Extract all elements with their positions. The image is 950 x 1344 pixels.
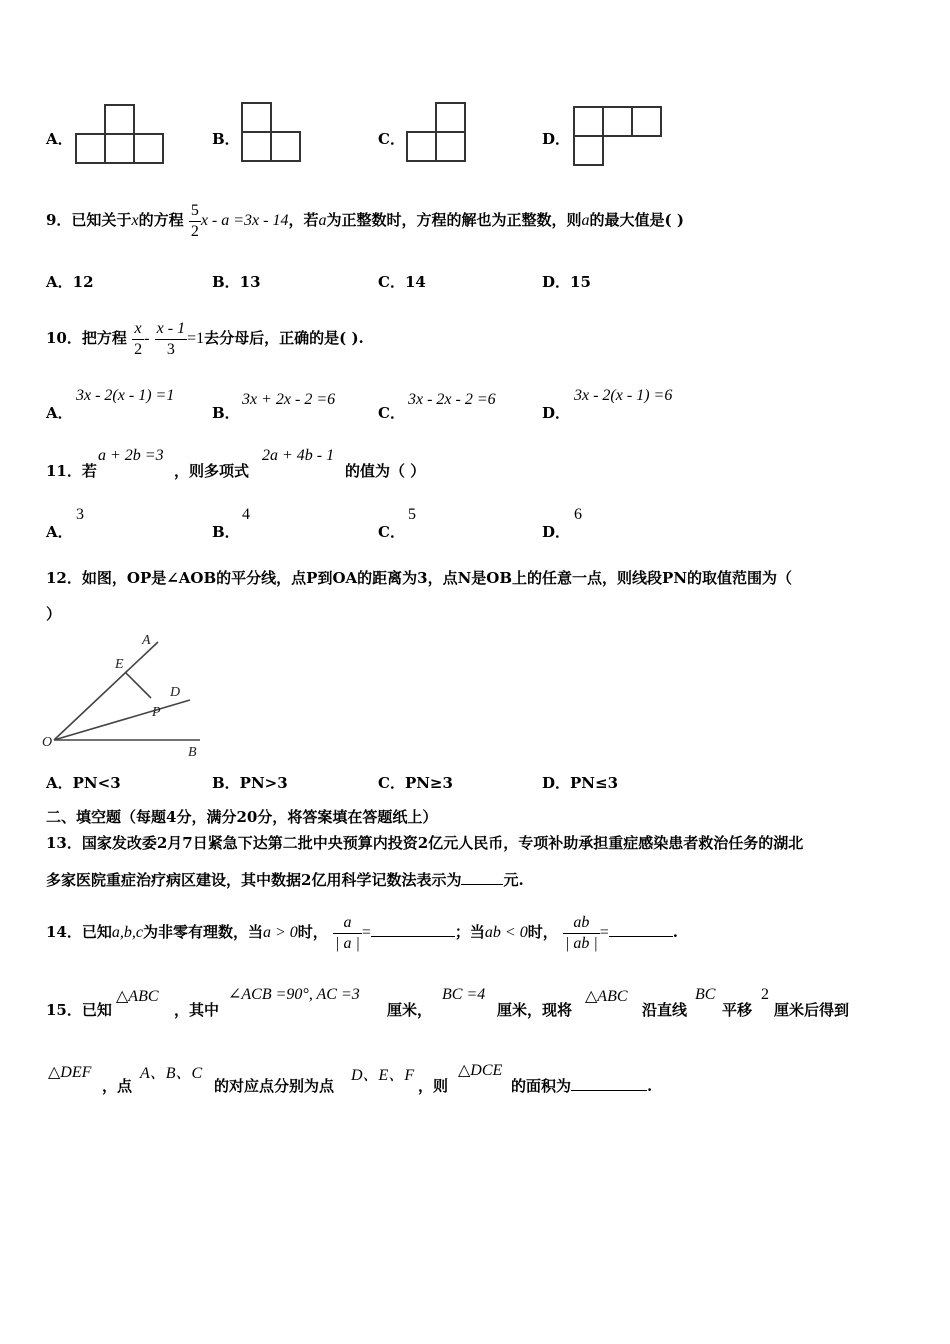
q10-option-d-expr: 3x - 2(x - 1) =6 [574, 387, 673, 404]
figure-label-o: O [42, 735, 53, 750]
q11-option-d-value: 6 [574, 506, 582, 523]
q13-text-line-1: 13．国家发改委2月7日紧急下达第二批中央预算内投资2亿元人民币，专项补助承担重症感染患者救治任务的湖北 [46, 834, 804, 852]
q15-triangle-abc-2: △ABC [585, 988, 628, 1005]
q10-option-c-expr: 3x - 2x - 2 =6 [408, 391, 496, 408]
q8-option-c-figure [405, 102, 469, 164]
q14-fraction-1: $\frac{a}{| a |}$ [335, 913, 360, 952]
q9-option-a: A．12 [46, 273, 94, 291]
q14-fraction-2: $\frac{ab}{| ab |}$ [564, 913, 598, 952]
q15-mid-2: 沿直线 [642, 1001, 688, 1019]
q15-tail-1: 厘米后得到 [774, 1001, 850, 1019]
q8-option-b-figure [240, 102, 304, 164]
q10-option-d-label: D． [542, 404, 571, 422]
q10-option-b-label: B． [212, 404, 240, 422]
q15-lead: 15．已知 [46, 1001, 112, 1019]
q11-option-c-label: C． [378, 523, 405, 541]
q14-answer-blank-2[interactable] [609, 936, 673, 937]
q13-answer-blank[interactable] [461, 884, 503, 885]
q9-fraction: $\frac{5}{2}$ [190, 201, 199, 240]
q10-fraction-2: $\frac{x - 1}{3}$ [156, 319, 186, 358]
q11-condition: a + 2b =3 [98, 447, 164, 464]
q11-mid: ，则多项式 [174, 462, 250, 480]
q15-tail-2: 的面积为 . [511, 1077, 653, 1095]
question-14: 14．已知a,b,c为非零有理数，当a > 0时， $\frac{a}{| a |}$ = ；当ab < 0时， $\frac{ab}{| ab |}$ = . [46, 913, 678, 952]
figure-label-b: B [188, 745, 197, 760]
q15-mid-5: 的对应点分别为点 [214, 1077, 335, 1095]
q15-triangle-dce: △DCE [458, 1062, 503, 1079]
q15-points-abc: A、B、C [140, 1065, 203, 1082]
q11-polynomial: 2a + 4b - 1 [262, 447, 335, 464]
q15-condition-2: BC =4 [442, 986, 486, 1003]
q11-lead: 11．若 [46, 462, 97, 480]
q10-option-a-expr: 3x - 2(x - 1) =1 [76, 387, 175, 404]
q15-distance: 2 [761, 986, 769, 1003]
q11-option-d-label: D． [542, 523, 571, 541]
q15-line-bc: BC [695, 986, 716, 1003]
q12-option-b: B．PN>3 [212, 774, 288, 792]
q11-tail: 的值为（ ） [345, 462, 426, 480]
q9-option-b: B．13 [212, 273, 261, 291]
q11-option-a-value: 3 [76, 506, 84, 523]
q10-option-a-label: A． [46, 404, 73, 422]
q12-option-a: A．PN<3 [46, 774, 121, 792]
q15-mid-6: ，则 [418, 1077, 449, 1095]
figure-label-a: A [142, 633, 151, 648]
figure-label-e: E [115, 657, 124, 672]
q11-option-b-label: B． [212, 523, 240, 541]
q12-text-line-1: 12．如图，OP是∠AOB的平分线，点P到OA的距离为3，点N是OB上的任意一点，则线段PN的取值范围为（ [46, 569, 793, 587]
question-9: 9．已知关于x的方程 $\frac{5}{2}$ x - a =3x - 14，若a为正整数时，方程的解也为正整数，则a的最大值是( ) [46, 201, 684, 240]
figure-label-d: D [170, 685, 181, 700]
q15-triangle-def: △DEF [48, 1064, 92, 1081]
q15-points-def: D、E、F [351, 1067, 415, 1084]
q8-option-b-label: B． [212, 130, 240, 148]
q10-option-c-label: C． [378, 404, 405, 422]
q12-option-d: D．PN≤3 [542, 774, 619, 792]
q11-option-c-value: 5 [408, 506, 416, 523]
q12-option-c: C．PN≥3 [378, 774, 453, 792]
q8-option-d-label: D． [542, 130, 571, 148]
q10-option-b-expr: 3x + 2x - 2 =6 [242, 391, 336, 408]
q8-option-a-figure [74, 104, 166, 166]
q9-option-d: D．15 [542, 273, 591, 291]
q11-option-a-label: A． [46, 523, 73, 541]
q15-triangle-abc: △ABC [116, 988, 159, 1005]
q10-fraction-1: $\frac{x}{2}$ [134, 319, 143, 358]
q15-answer-blank[interactable] [571, 1090, 647, 1091]
figure-label-p: P [152, 705, 161, 720]
q15-mid-4: ，点 [102, 1077, 133, 1095]
q12-angle-figure [40, 630, 210, 762]
q9-option-c: C．14 [378, 273, 426, 291]
q15-condition-1: ∠ACB =90°, AC =3 [228, 986, 360, 1003]
q13-text-line-2: 多家医院重症治疗病区建设，其中数据2亿用科学记数法表示为 元. [46, 871, 524, 889]
q15-unit-1: 厘米， [387, 1001, 433, 1019]
q15-mid-1: ，其中 [174, 1001, 220, 1019]
question-10: 10．把方程 $\frac{x}{2}$ - $\frac{x - 1}{3}$ =1去分母后，正确的是( ). [46, 319, 364, 358]
section-2-heading: 二、填空题（每题4分，满分20分，将答案填在答题纸上） [46, 808, 438, 826]
q15-unit-2: 厘米，现将 [497, 1001, 573, 1019]
q11-option-b-value: 4 [242, 506, 250, 523]
q14-answer-blank-1[interactable] [371, 936, 455, 937]
q8-option-a-label: A． [46, 130, 73, 148]
q12-text-line-2: ） [46, 605, 62, 623]
q8-option-c-label: C． [378, 130, 405, 148]
q8-option-d-figure [572, 106, 664, 168]
q15-mid-3: 平移 [722, 1001, 753, 1019]
